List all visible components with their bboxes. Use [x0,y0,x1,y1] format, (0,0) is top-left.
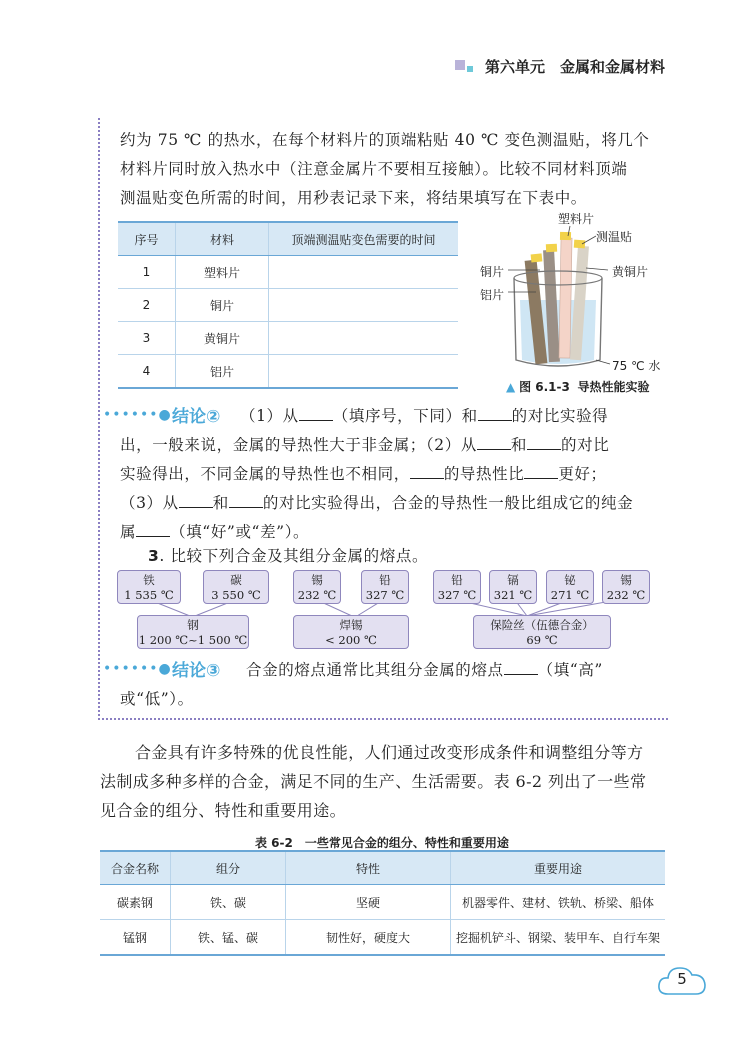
alloy-name: 保险丝（伍德合金） [490,618,594,632]
unit-title: 第六单元 金属和金属材料 [485,58,666,76]
metal-name: 镉 [507,573,519,587]
alloy-melting-point: < 200 ℃ [325,633,377,647]
text: （3）从 [120,494,179,512]
caption-arrow-icon: ▲ [506,380,516,394]
figure-caption-text: 导热性能实验 [577,380,650,394]
metal-melting-point: 1 535 ℃ [124,588,174,602]
conclusion-dots: ••••••● [103,661,172,677]
metal-melting-point: 327 ℃ [437,588,477,602]
metal-box-carbon [203,570,269,604]
answer-blank[interactable] [478,420,512,421]
text: 和 [510,436,528,454]
figure-number: 图 6.1-3 [519,380,570,394]
conclusion-3-heading: 结论③ [172,661,221,681]
table-cell: 4 [118,355,176,389]
text: 实验得出，不同金属的导热性也不相同， [120,465,410,483]
answer-blank[interactable] [524,478,558,479]
label-aluminum: 铝片 [480,288,505,302]
table-cell [269,289,459,322]
alloy-name: 钢 [187,618,199,632]
text: （填序号，下同）和 [332,407,478,425]
activity-line-3: 测温贴变色所需的时间，用秒表记录下来，将结果填写在下表中。 [120,189,587,207]
beaker-drawing [478,208,668,378]
text: 合金的熔点通常比其组分金属的熔点 [246,661,504,679]
table-cell: 1 [118,256,176,289]
metal-box-lead [361,570,409,604]
text: 和 [212,494,229,512]
table-header: 重要用途 [451,851,666,885]
conclusion-dots: ••••••● [103,407,172,423]
metal-box-cadmium [489,570,537,604]
label-sticker: 测温贴 [596,230,633,244]
body-paragraph-line-3: 见合金的组分、特性和重要用途。 [100,801,347,820]
conclusion-3-line-1 [246,658,603,680]
answer-blank[interactable] [477,449,511,450]
answer-blank[interactable] [229,507,263,508]
text: 更好； [558,465,607,483]
experiment-table [118,221,458,389]
table-row [100,885,665,920]
alloy-melting-point: 69 ℃ [526,633,558,647]
metal-melting-point: 321 ℃ [493,588,533,602]
text: 出，一般来说，金属的导热性大于非金属；（2）从 [120,436,477,454]
conclusion-3-line-2: 或“低”）。 [120,690,194,708]
table-cell: 铁、锰、碳 [171,920,286,956]
table-cell: 机器零件、建材、铁轨、桥梁、船体 [451,885,666,920]
table-cell: 2 [118,289,176,322]
metal-box-tin [293,570,341,604]
table-cell: 铁、碳 [171,885,286,920]
metal-name: 铅 [451,573,463,587]
table-cell: 挖掘机铲斗、钢梁、装甲车、自行车架 [451,920,666,956]
table-cell [269,256,459,289]
conclusion-2-heading: 结论② [172,407,221,427]
table-cell: 黄铜片 [176,322,269,355]
text: （填“高” [537,661,603,679]
metal-name: 铁 [143,573,155,587]
label-brass: 黄铜片 [612,265,649,279]
metal-melting-point: 232 ℃ [297,588,337,602]
table-header: 特性 [286,851,451,885]
activity-line-2: 材料片同时放入热水中（注意金属片不要相互接触）。比较不同材料顶端 [120,160,628,178]
metal-name: 锡 [311,573,323,587]
metal-melting-point: 271 ℃ [550,588,590,602]
conclusion-2-line-2 [120,433,609,455]
table-header: 顶端测温贴变色需要的时间 [269,222,459,256]
table-header: 序号 [118,222,176,256]
metal-box-lead [433,570,481,604]
text: 的对比实验得 [511,407,609,425]
metal-melting-point: 232 ℃ [606,588,646,602]
table-cell: 铝片 [176,355,269,389]
metal-name: 锡 [620,573,632,587]
table-header: 合金名称 [100,851,171,885]
beaker-illustration [478,208,668,378]
metal-box-bismuth [546,570,594,604]
table-cell: 韧性好，硬度大 [286,920,451,956]
table-row [118,355,458,389]
table-cell: 锰钢 [100,920,171,956]
body-paragraph-line-1: 合金具有许多特殊的优良性能，人们通过改变形成条件和调整组分等方 [135,743,644,762]
metal-name: 铅 [379,573,391,587]
item-3 [148,544,428,566]
conclusion-2-line-4 [120,491,633,513]
metal-name: 铋 [564,573,576,587]
table-cell: 塑料片 [176,256,269,289]
table-row [118,256,458,289]
table-row [118,289,458,322]
table-header: 组分 [171,851,286,885]
alloy-melting-point: 1 200 ℃~1 500 ℃ [138,633,248,647]
table-cell: 碳素钢 [100,885,171,920]
figure-caption [506,378,650,395]
activity-line-1: 约为 75 ℃ 的热水，在每个材料片的顶端粘贴 40 ℃ 变色测温贴，将几个 [120,131,650,149]
metal-box-tin [602,570,650,604]
body-paragraph-line-2: 法制成多种多样的合金，满足不同的生产、生活需要。表 6-2 列出了一些常 [100,772,647,791]
table-header: 材料 [176,222,269,256]
answer-blank[interactable] [410,478,444,479]
table-cell: 3 [118,322,176,355]
answer-blank[interactable] [179,507,213,508]
metal-melting-point: 327 ℃ [365,588,405,602]
answer-blank[interactable] [527,449,561,450]
alloy-table [100,850,665,956]
text: （填“好”或“差”）。 [170,523,310,541]
answer-blank[interactable] [504,674,538,675]
alloy-box-steel [137,615,249,649]
conclusion-2-line-5 [120,520,309,542]
alloy-box-woods-metal [473,615,611,649]
table-row [100,920,665,956]
text: 的对比实验得出，合金的导热性一般比组成它的纯金 [262,494,634,512]
text: （1）从 [240,407,299,425]
text: 的导热性比 [443,465,525,483]
alloy-name: 焊锡 [339,618,363,632]
table-6-2-caption: 表 6-2 一些常见合金的组分、特性和重要用途 [255,836,509,850]
label-plastic: 塑料片 [558,212,595,226]
header-square-icon [455,60,465,70]
answer-blank[interactable] [299,420,333,421]
item-3-text: . 比较下列合金及其组分金属的熔点。 [159,547,429,565]
conclusion-2-line-3 [120,462,607,484]
table-cell: 坚硬 [286,885,451,920]
text: 属 [120,523,137,541]
table-cell [269,355,459,389]
alloy-box-solder [293,615,409,649]
metal-name: 碳 [230,573,242,587]
label-copper: 铜片 [480,265,505,279]
answer-blank[interactable] [136,536,170,537]
table-cell: 铜片 [176,289,269,322]
metal-box-iron [117,570,181,604]
label-water: 75 ℃ 水 [612,359,661,373]
table-row [118,322,458,355]
text: 的对比 [561,436,610,454]
table-cell [269,322,459,355]
item-3-number: 3 [148,547,160,565]
page-number: 5 [677,970,687,988]
conclusion-2-line-1 [240,404,608,426]
metal-melting-point: 3 550 ℃ [211,588,261,602]
header-small-square-icon [467,66,473,72]
